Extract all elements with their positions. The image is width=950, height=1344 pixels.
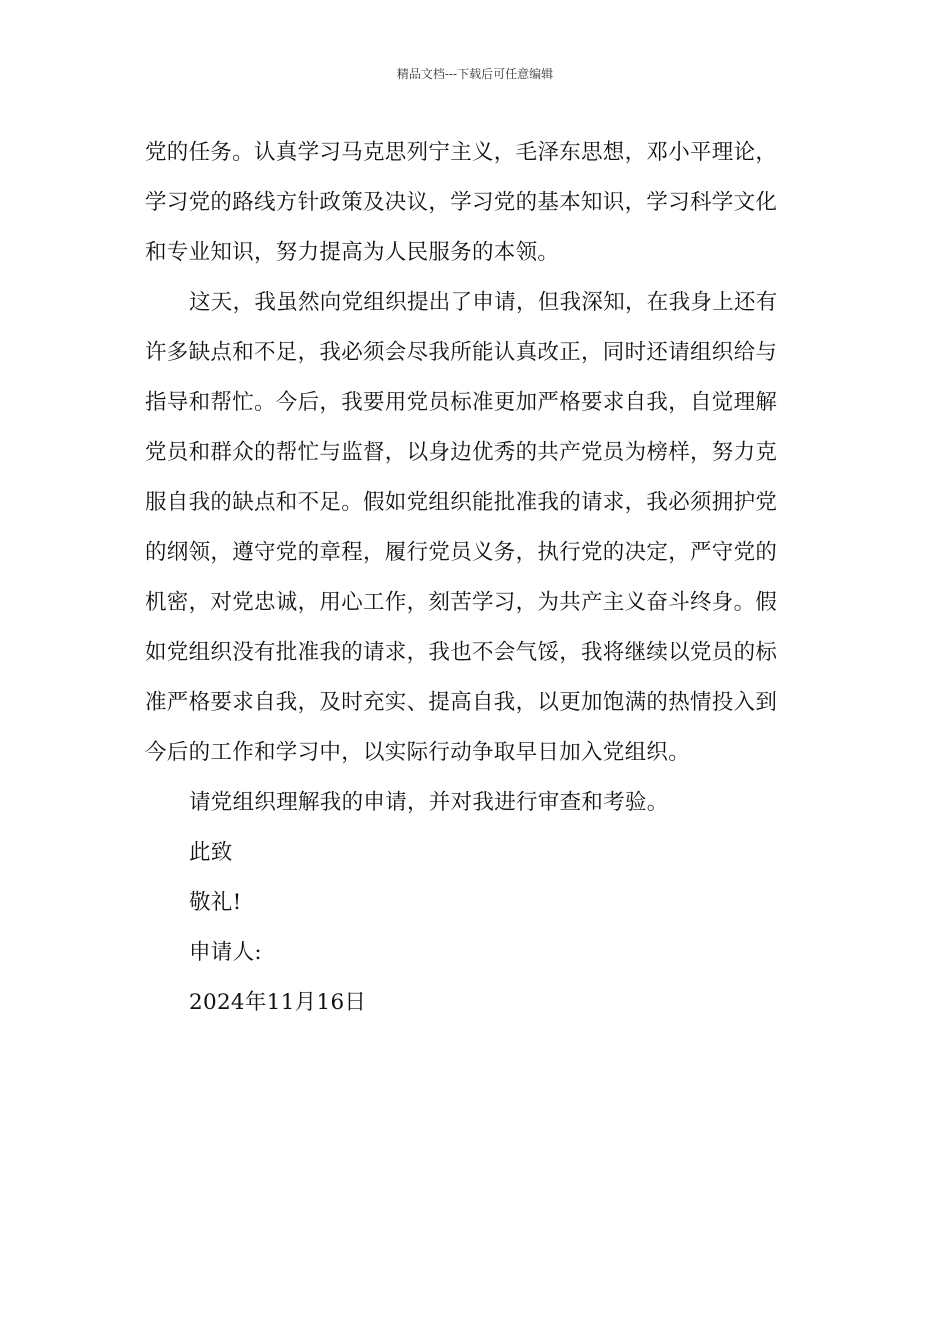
body-line: 和专业知识，努力提高为人民服务的本领。 bbox=[145, 240, 560, 265]
body-line: 许多缺点和不足，我必须会尽我所能认真改正，同时还请组织给与 bbox=[145, 340, 778, 365]
body-line: 服自我的缺点和不足。假如党组织能批准我的请求，我必须拥护党 bbox=[145, 490, 778, 515]
body-line: 党员和群众的帮忙与监督，以身边优秀的共产党员为榜样，努力克 bbox=[145, 440, 778, 465]
letter-body bbox=[145, 128, 807, 1028]
body-line: 机密，对党忠诚，用心工作，刻苦学习，为共产主义奋斗终身。假 bbox=[145, 590, 778, 615]
page-header: 精品文档---下载后可任意编辑 bbox=[396, 67, 554, 81]
letter-date: 2024年11月16日 bbox=[189, 990, 367, 1015]
body-line: 指导和帮忙。今后，我要用党员标准更加严格要求自我，自觉理解 bbox=[145, 390, 778, 415]
body-line: 这天，我虽然向党组织提出了申请，但我深知，在我身上还有 bbox=[189, 290, 778, 315]
body-line: 的纲领，遵守党的章程，履行党员义务，执行党的决定，严守党的 bbox=[145, 540, 778, 565]
closing-request: 请党组织理解我的申请，并对我进行审查和考验。 bbox=[189, 790, 669, 815]
applicant-label: 申请人: bbox=[189, 940, 262, 965]
body-line: 准严格要求自我，及时充实、提高自我，以更加饱满的热情投入到 bbox=[145, 690, 778, 715]
body-line: 如党组织没有批准我的请求，我也不会气馁，我将继续以党员的标 bbox=[145, 640, 778, 665]
body-line: 今后的工作和学习中，以实际行动争取早日加入党组织。 bbox=[145, 740, 691, 765]
salutation-line: 敬礼! bbox=[189, 890, 242, 915]
body-line: 学习党的路线方针政策及决议，学习党的基本知识，学习科学文化 bbox=[145, 190, 778, 215]
salutation-line: 此致 bbox=[189, 840, 233, 865]
body-line: 党的任务。认真学习马克思列宁主义，毛泽东思想，邓小平理论， bbox=[145, 140, 778, 165]
